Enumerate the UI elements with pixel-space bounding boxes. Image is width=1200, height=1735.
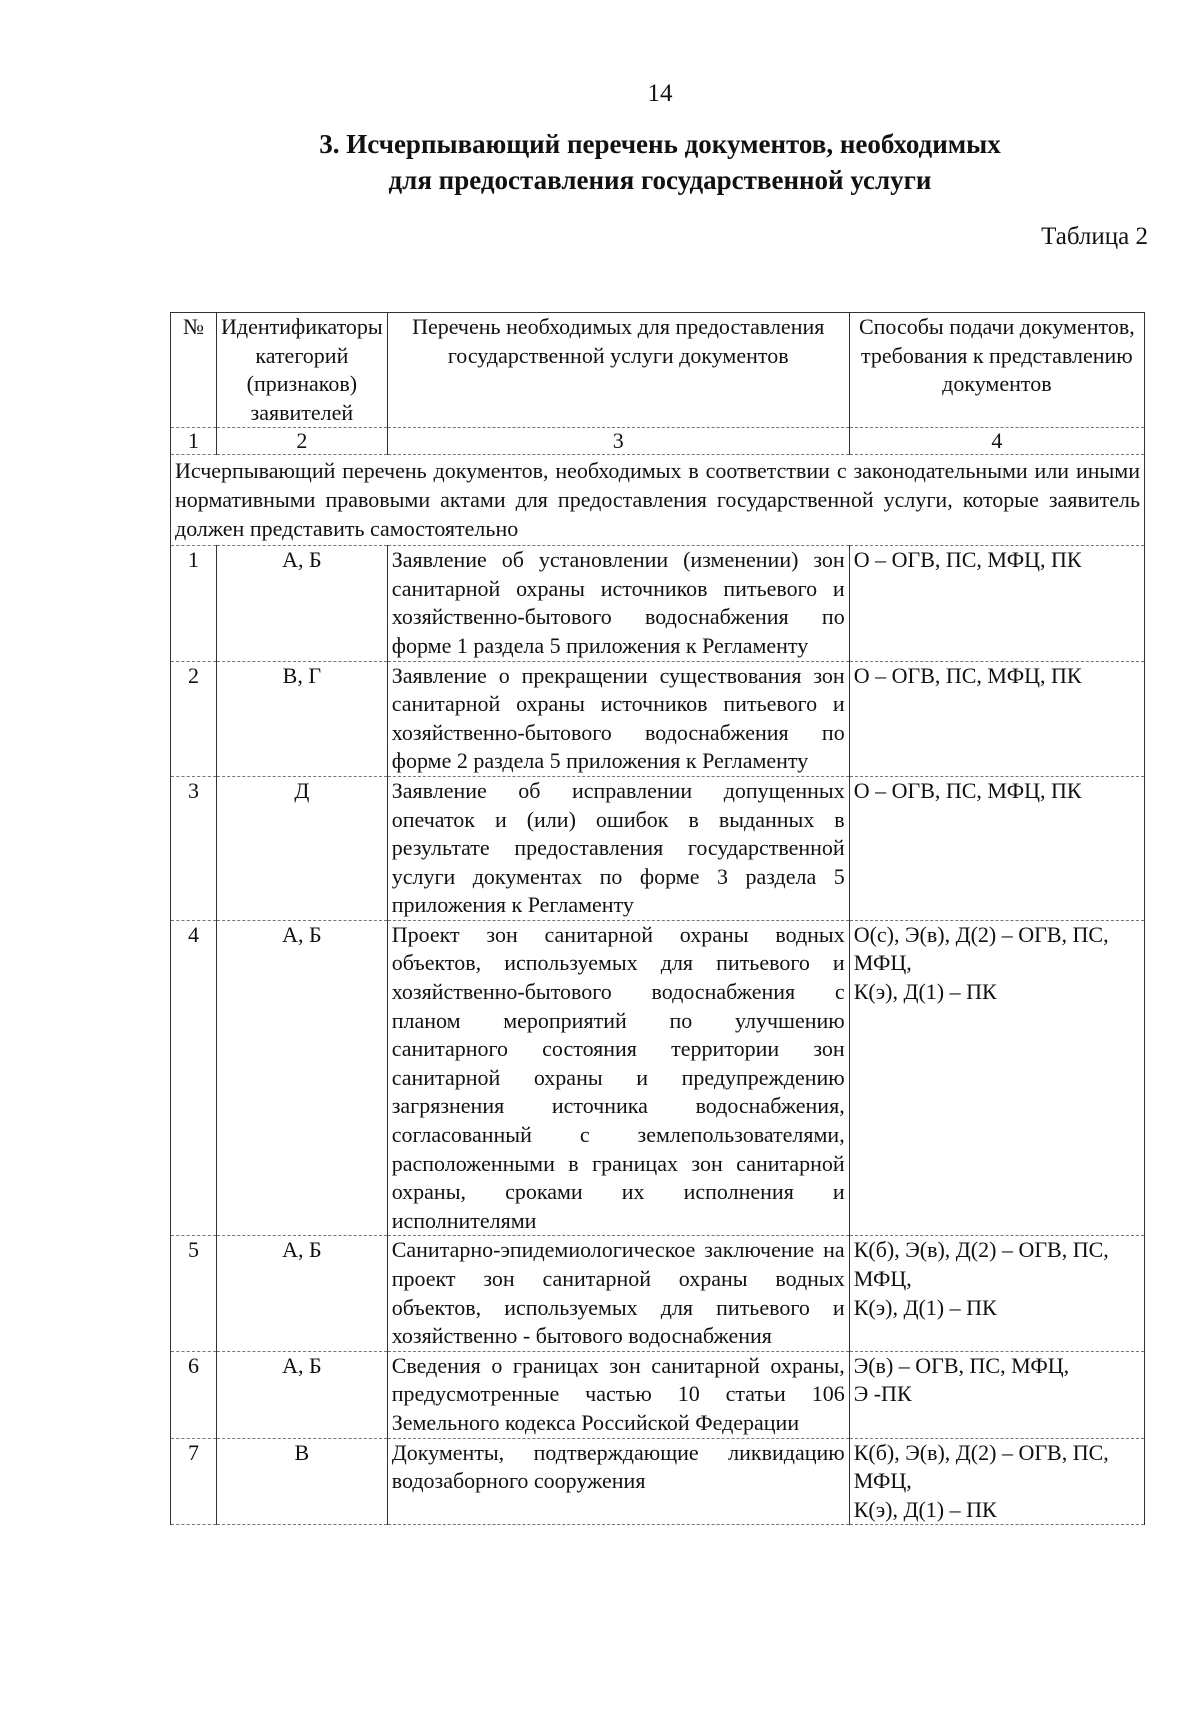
submission-line: О(с), Э(в), Д(2) – ОГВ, ПС, <box>853 921 1109 947</box>
row-submission <box>849 1351 1144 1438</box>
submission-line: К(б), Э(в), Д(2) – ОГВ, ПС, <box>853 1237 1109 1263</box>
row-document: Сведения о границах зон санитарной охраны, предусмотренные частью 10 статьи 106 Земельного кодекса Российской Федерации <box>387 1351 849 1438</box>
row-identifiers: А, Б <box>217 1236 388 1351</box>
column-numbers-row <box>171 428 1145 455</box>
column-number: 1 <box>171 428 217 455</box>
row-document: Проект зон санитарной охраны водных объектов, используемых для питьевого и хозяйственно-бытового водоснабжения с планом мероприятий по улучшению санитарного состояния территории зон санитарной охраны и предупреждению загрязнения источника водоснабжения, согласованный с землепользователями, расположенными в границах зон санитарной охраны, сроками их исполнения и исполнителями <box>387 920 849 1236</box>
submission-line: К(э), Д(1) – ПК <box>853 1294 997 1320</box>
column-number: 4 <box>849 428 1144 455</box>
table-row <box>171 1351 1145 1438</box>
submission-line: МФЦ, <box>853 1468 912 1494</box>
table-caption: Таблица 2 <box>1041 223 1148 250</box>
row-number: 2 <box>171 661 217 776</box>
row-document: Заявление об исправлении допущенных опечаток и (или) ошибок в выданных в результате предоставления государственной услуги документах по форме 3 раздела 5 приложения к Регламенту <box>387 776 849 920</box>
submission-line: Э(в) – ОГВ, ПС, МФЦ, <box>853 1352 1070 1378</box>
table-row <box>171 1438 1145 1525</box>
submission-line: МФЦ, <box>853 1266 912 1291</box>
header-identifiers: Идентификаторы категорий (признаков) заявителей <box>217 313 388 428</box>
row-identifiers: А, Б <box>217 1351 388 1438</box>
section-title-line-1: 3. Исчерпывающий перечень документов, необходимых <box>319 129 1001 159</box>
submission-line: К(э), Д(1) – ПК <box>853 979 997 1005</box>
section-title <box>0 126 1200 198</box>
row-submission <box>849 776 1144 920</box>
table-row <box>171 661 1145 776</box>
row-number: 4 <box>171 920 217 1236</box>
column-number: 3 <box>387 428 849 455</box>
row-submission <box>849 1438 1144 1525</box>
table-row <box>171 776 1145 920</box>
row-document: Заявление об установлении (изменении) зон санитарной охраны источников питьевого и хозяйственно-бытового водоснабжения по форме 1 раздела 5 приложения к Регламенту <box>387 546 849 661</box>
page-number: 14 <box>647 80 673 107</box>
row-identifiers: В <box>217 1438 388 1525</box>
row-submission <box>849 920 1144 1236</box>
submission-line: О – ОГВ, ПС, МФЦ, ПК <box>853 777 1082 803</box>
table-row <box>171 920 1145 1236</box>
row-submission <box>849 546 1144 661</box>
header-num: № <box>171 313 217 428</box>
row-number: 6 <box>171 1351 217 1438</box>
submission-line: К(э), Д(1) – ПК <box>853 1496 997 1522</box>
section-title-line-2: для предоставления государственной услуги <box>388 165 932 195</box>
row-document: Санитарно-эпидемиологическое заключение на проект зон санитарной охраны водных объектов, используемых для питьевого и хозяйственно - бытового водоснабжения <box>387 1236 849 1351</box>
submission-line: О – ОГВ, ПС, МФЦ, ПК <box>853 662 1082 688</box>
submission-line: О – ОГВ, ПС, МФЦ, ПК <box>853 547 1082 573</box>
submission-line: Э -ПК <box>853 1381 912 1407</box>
row-identifiers: В, Г <box>217 661 388 776</box>
header-submission: Способы подачи документов, требования к представлению документов <box>849 313 1144 428</box>
intro-row <box>171 455 1145 546</box>
table-header-row <box>171 313 1145 428</box>
row-document: Документы, подтверждающие ликвидацию водозаборного сооружения <box>387 1438 849 1525</box>
row-submission <box>849 1236 1144 1351</box>
documents-table <box>170 312 1145 1525</box>
column-number: 2 <box>217 428 388 455</box>
row-identifiers: Д <box>217 776 388 920</box>
row-identifiers: А, Б <box>217 546 388 661</box>
submission-line: К(б), Э(в), Д(2) – ОГВ, ПС, <box>853 1439 1109 1465</box>
row-number: 5 <box>171 1236 217 1351</box>
header-documents: Перечень необходимых для предоставления государственной услуги документов <box>387 313 849 428</box>
row-number: 3 <box>171 776 217 920</box>
row-document: Заявление о прекращении существования зон санитарной охраны источников питьевого и хозяйственно-бытового водоснабжения по форме 2 раздела 5 приложения к Регламенту <box>387 661 849 776</box>
table-body <box>171 546 1145 1525</box>
table-row <box>171 1236 1145 1351</box>
row-submission <box>849 661 1144 776</box>
intro-text: Исчерпывающий перечень документов, необходимых в соответствии с законодательными или иными нормативными правовыми актами для предоставления государственной услуги, которые заявитель должен представить самостоятельно <box>171 455 1145 546</box>
submission-line: МФЦ, <box>853 950 912 976</box>
row-number: 1 <box>171 546 217 661</box>
row-number: 7 <box>171 1438 217 1525</box>
row-identifiers: А, Б <box>217 920 388 1236</box>
table-row <box>171 546 1145 661</box>
